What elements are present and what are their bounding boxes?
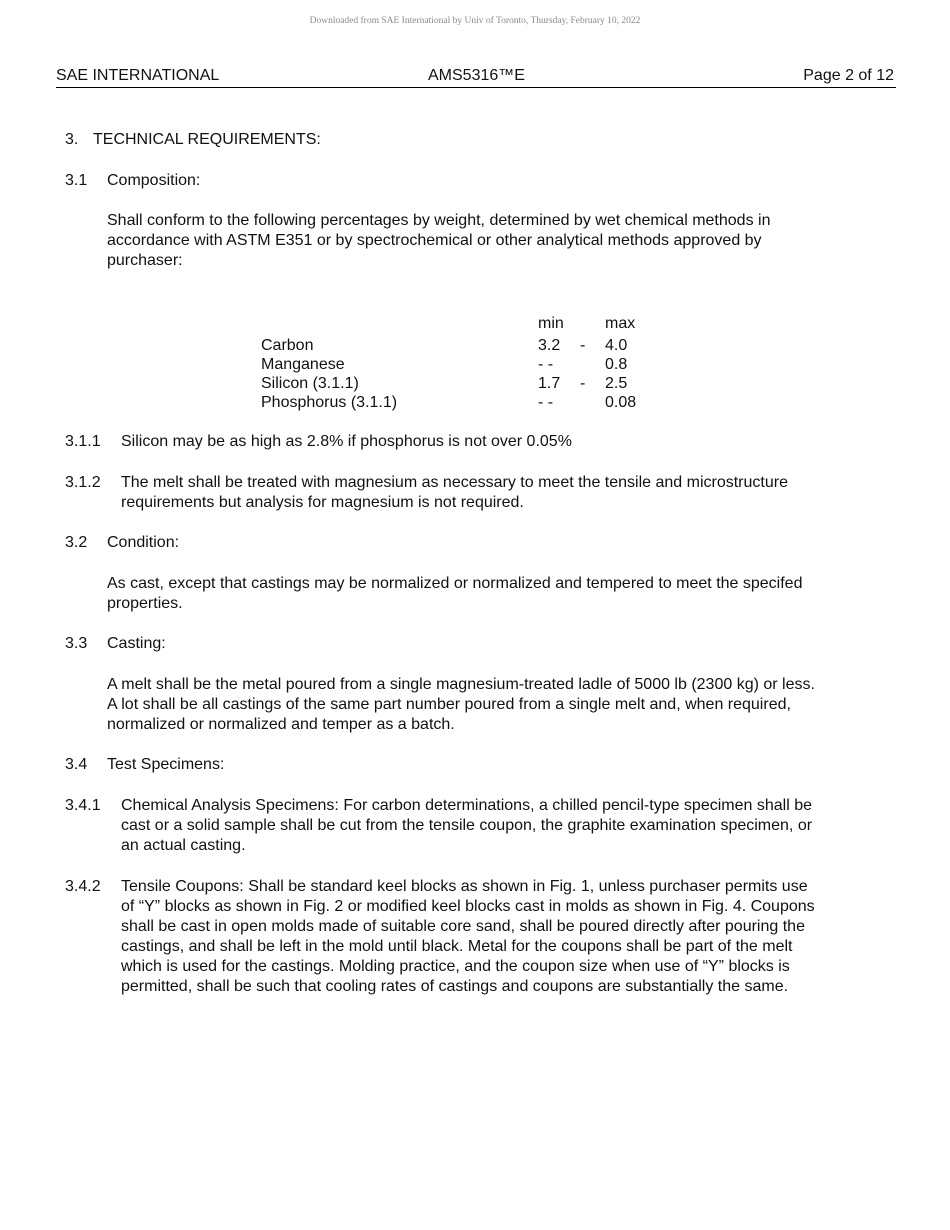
section-3-1-body — [107, 211, 877, 271]
section-3-1-number: 3.1 — [65, 172, 88, 189]
section-3-2-body — [107, 574, 877, 614]
section-3-1-body-line: Shall conform to the following percentages by weight, determined by wet chemical methods in — [107, 212, 771, 229]
section-3-4-2-body — [121, 877, 881, 997]
section-3-1-2-line: The melt shall be treated with magnesium as necessary to meet the tensile and microstructure — [121, 474, 788, 491]
section-3-2-body-line: As cast, except that castings may be normalized or normalized and tempered to meet the specifed — [107, 575, 803, 592]
section-3-4-1-line: an actual casting. — [121, 837, 246, 854]
composition-row-separator: - — [580, 337, 586, 354]
section-3-4-2-number: 3.4.2 — [65, 878, 101, 895]
composition-row-max: 0.08 — [605, 394, 637, 411]
header-organization: SAE INTERNATIONAL — [56, 67, 220, 84]
composition-row-max: 0.8 — [605, 356, 628, 373]
header-page-number: Page 2 of 12 — [803, 67, 894, 84]
composition-row-max: 2.5 — [605, 375, 628, 392]
section-3-2-title: Condition: — [107, 534, 180, 551]
composition-row-min: 3.2 — [538, 337, 561, 354]
section-3-4-1-line: Chemical Analysis Specimens: For carbon determinations, a chilled pencil-type specimen shall be — [121, 797, 812, 814]
composition-row-separator: - — [580, 375, 586, 392]
composition-row-min: - - — [538, 356, 554, 373]
section-3-3-body-line: A melt shall be the metal poured from a single magnesium-treated ladle of 5000 lb (2300 kg) or less. — [107, 676, 815, 693]
section-3-4-2-line: Tensile Coupons: Shall be standard keel blocks as shown in Fig. 1, unless purchaser permits use — [121, 878, 808, 895]
section-3-3-body-line: A lot shall be all castings of the same part number poured from a single melt and, when required, — [107, 696, 791, 713]
composition-row-max: 4.0 — [605, 337, 628, 354]
section-3-1-1-number: 3.1.1 — [65, 433, 101, 450]
section-3-1-body-line: purchaser: — [107, 252, 183, 269]
composition-header-min: min — [538, 315, 564, 332]
download-watermark: Downloaded from SAE International by Univ of Toronto, Thursday, February 10, 2022 — [309, 16, 641, 26]
header-document-id: AMS5316™E — [428, 67, 525, 84]
section-3-1-2-line: requirements but analysis for magnesium is not required. — [121, 494, 524, 511]
composition-row-element: Carbon — [261, 337, 314, 354]
composition-header-max: max — [605, 315, 636, 332]
section-3-4-1-line: cast or a solid sample shall be cut from the tensile coupon, the graphite examination specimen, or — [121, 817, 813, 834]
section-3-3-number: 3.3 — [65, 635, 88, 652]
section-3-4-2-line: of “Y” blocks as shown in Fig. 2 or modified keel blocks cast in molds as shown in Fig. 4. Coupons — [121, 898, 815, 915]
section-3-4-1-number: 3.4.1 — [65, 797, 101, 814]
section-3-4-2-line: shall be cast in open molds made of suitable core sand, shall be poured directly after pouring the — [121, 918, 805, 935]
section-3-1-body-line: accordance with ASTM E351 or by spectrochemical or other analytical methods approved by — [107, 232, 762, 249]
section-3-2-body-line: properties. — [107, 595, 183, 612]
section-3-title: TECHNICAL REQUIREMENTS: — [93, 131, 321, 148]
composition-row-element: Silicon (3.1.1) — [261, 375, 359, 392]
section-3-4-2-line: which is used for the castings. Molding practice, and the coupon size when use of “Y” blocks is — [121, 958, 790, 975]
composition-row-element: Phosphorus (3.1.1) — [261, 394, 398, 411]
section-3-number: 3. — [65, 131, 79, 148]
section-3-4-number: 3.4 — [65, 756, 88, 773]
section-3-4-title: Test Specimens: — [107, 756, 225, 773]
section-3-3-body — [107, 675, 877, 735]
section-3-1-title: Composition: — [107, 172, 201, 189]
section-3-1-2-body — [121, 473, 881, 513]
section-3-2-number: 3.2 — [65, 534, 88, 551]
composition-row-min: 1.7 — [538, 375, 561, 392]
composition-row-min: - - — [538, 394, 554, 411]
header-divider — [56, 87, 896, 88]
composition-row-element: Manganese — [261, 356, 345, 373]
section-3-1-1-text: Silicon may be as high as 2.8% if phosphorus is not over 0.05% — [121, 433, 572, 450]
section-3-1-2-number: 3.1.2 — [65, 474, 101, 491]
section-3-3-title: Casting: — [107, 635, 166, 652]
section-3-4-1-body — [121, 796, 881, 856]
section-3-3-body-line: normalized or normalized and temper as a batch. — [107, 716, 455, 733]
section-3-4-2-line: permitted, shall be such that cooling rates of castings and coupons are substantially the same. — [121, 978, 789, 995]
section-3-4-2-line: castings, and shall be left in the mold until black. Metal for the coupons shall be part of the melt — [121, 938, 793, 955]
